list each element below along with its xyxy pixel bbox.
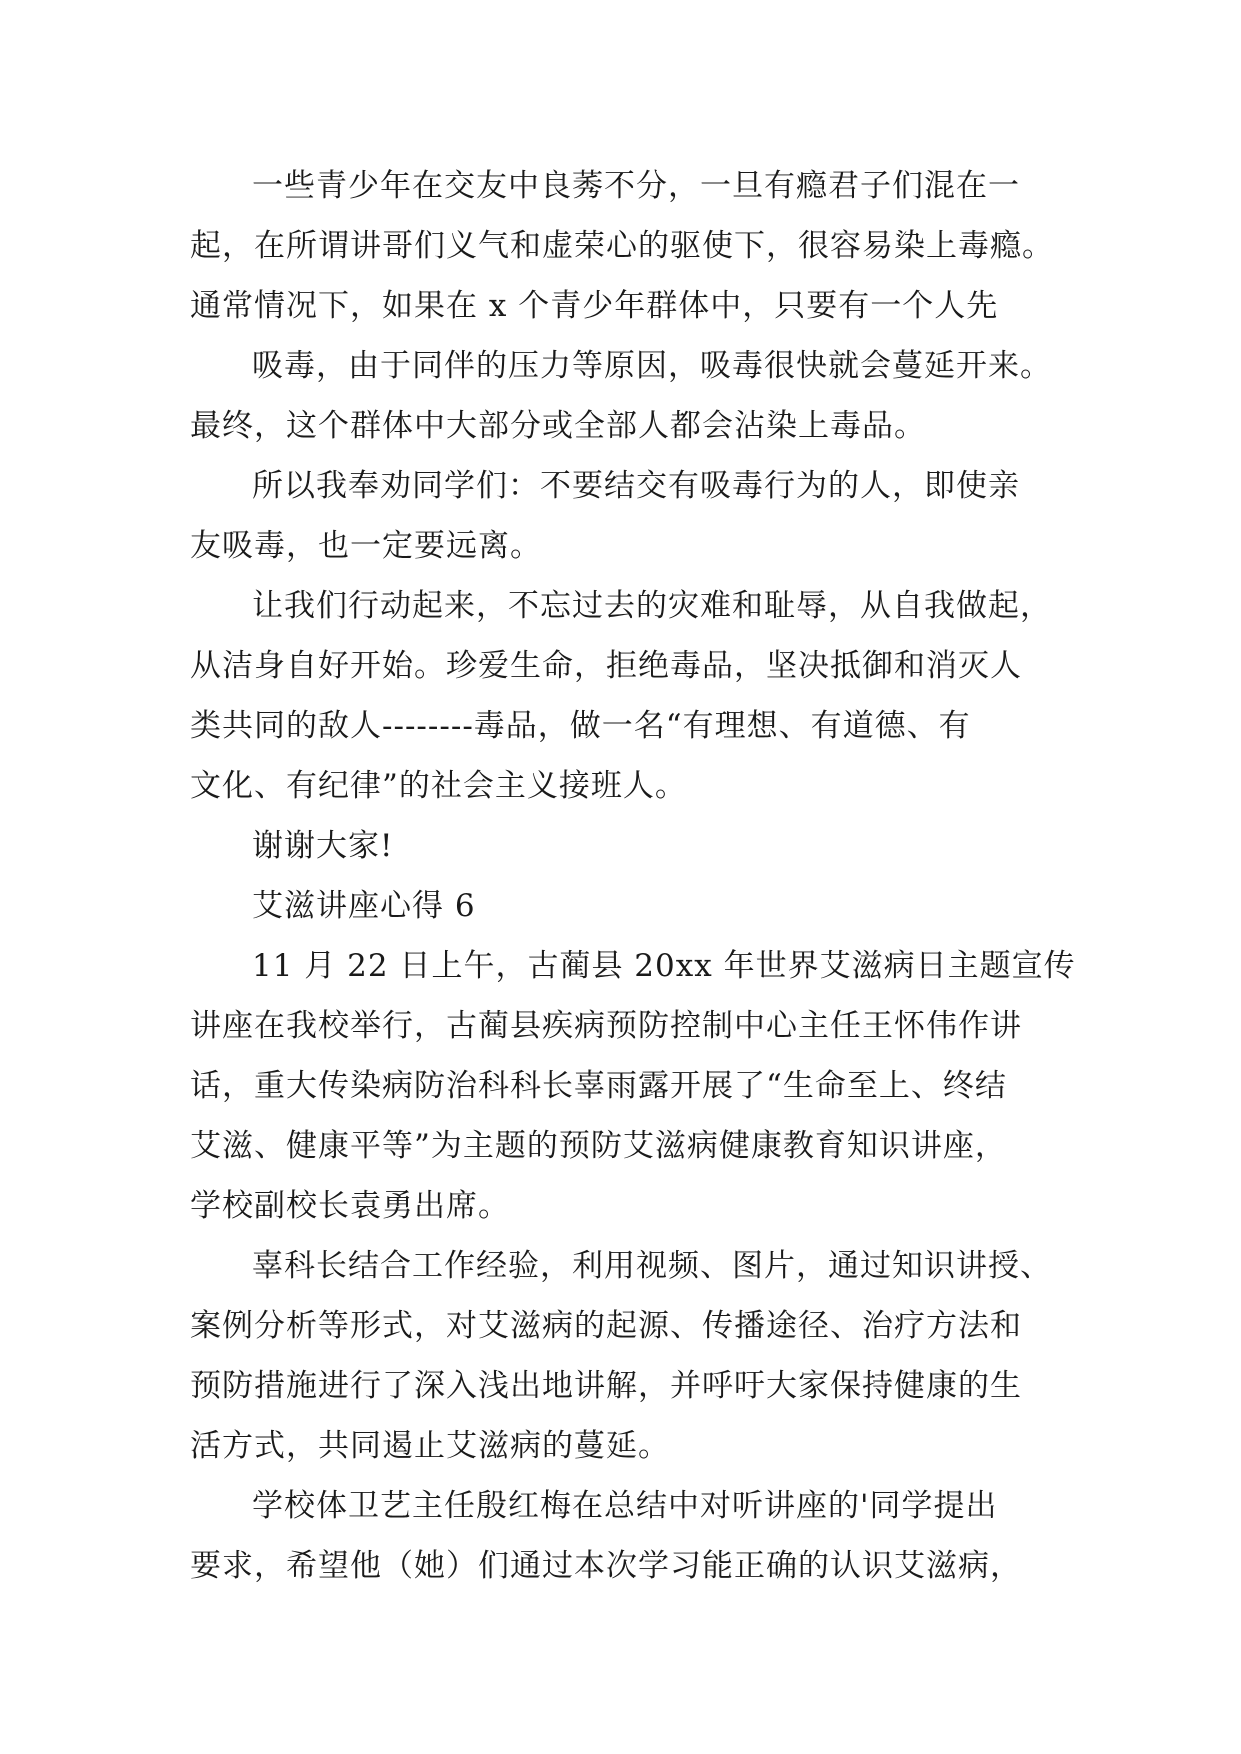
paragraph-summary <box>190 1476 1060 1596</box>
text-line: 艾滋、健康平等”为主题的预防艾滋病健康教育知识讲座， <box>190 1128 1007 1164</box>
paragraph-spread <box>190 336 1060 456</box>
paragraph-call-to-action <box>190 576 1060 816</box>
paragraph-thanks <box>190 816 1060 876</box>
text-line: 通常情况下，如果在 x 个青少年群体中，只要有一个人先 <box>190 288 999 324</box>
text-line: 吸毒，由于同伴的压力等原因，吸毒很快就会蔓延开来。 <box>252 348 1052 384</box>
document-body <box>190 156 1076 1596</box>
section-heading <box>190 876 1060 936</box>
text-line: 活方式，共同遏止艾滋病的蔓延。 <box>190 1428 670 1464</box>
text-line: 讲座在我校举行，古蔺县疾病预防控制中心主任王怀伟作讲 <box>190 1008 1022 1044</box>
text-line: 学校副校长袁勇出席。 <box>190 1188 510 1224</box>
text-line: 要求，希望他（她）们通过本次学习能正确的认识艾滋病， <box>190 1548 1022 1584</box>
text-line: 友吸毒，也一定要远离。 <box>190 528 542 564</box>
text-line: 文化、有纪律”的社会主义接班人。 <box>190 768 687 804</box>
text-line: 学校体卫艺主任殷红梅在总结中对听讲座的'同学提出 <box>252 1488 998 1524</box>
paragraph-lecture-content <box>190 1236 1060 1476</box>
text-line: 起，在所谓讲哥们义气和虚荣心的驱使下，很容易染上毒瘾。 <box>190 228 1054 264</box>
text-line: 案例分析等形式，对艾滋病的起源、传播途径、治疗方法和 <box>190 1308 1022 1344</box>
paragraph-lecture-intro <box>190 936 1076 1236</box>
text-line: 辜科长结合工作经验，利用视频、图片，通过知识讲授、 <box>252 1248 1052 1284</box>
text-line: 一些青少年在交友中良莠不分，一旦有瘾君子们混在一 <box>252 168 1020 204</box>
text-line: 预防措施进行了深入浅出地讲解，并呼吁大家保持健康的生 <box>190 1368 1022 1404</box>
text-line: 最终，这个群体中大部分或全部人都会沾染上毒品。 <box>190 408 926 444</box>
section-title: 艾滋讲座心得 6 <box>252 888 476 924</box>
text-line: 11 月 22 日上午，古蔺县 20xx 年世界艾滋病日主题宣传 <box>252 948 1076 984</box>
paragraph-advice <box>190 456 1060 576</box>
text-line: 话，重大传染病防治科科长辜雨露开展了“生命至上、终结 <box>190 1068 1007 1104</box>
text-line: 从洁身自好开始。珍爱生命，拒绝毒品，坚决抵御和消灭人 <box>190 648 1022 684</box>
text-line: 谢谢大家! <box>252 828 394 864</box>
text-line: 所以我奉劝同学们：不要结交有吸毒行为的人，即使亲 <box>252 468 1020 504</box>
text-line: 让我们行动起来，不忘过去的灾难和耻辱，从自我做起， <box>252 588 1052 624</box>
text-line: 类共同的敌人--------毒品，做一名“有理想、有道德、有 <box>190 708 971 744</box>
paragraph-peer-influence <box>190 156 1060 336</box>
